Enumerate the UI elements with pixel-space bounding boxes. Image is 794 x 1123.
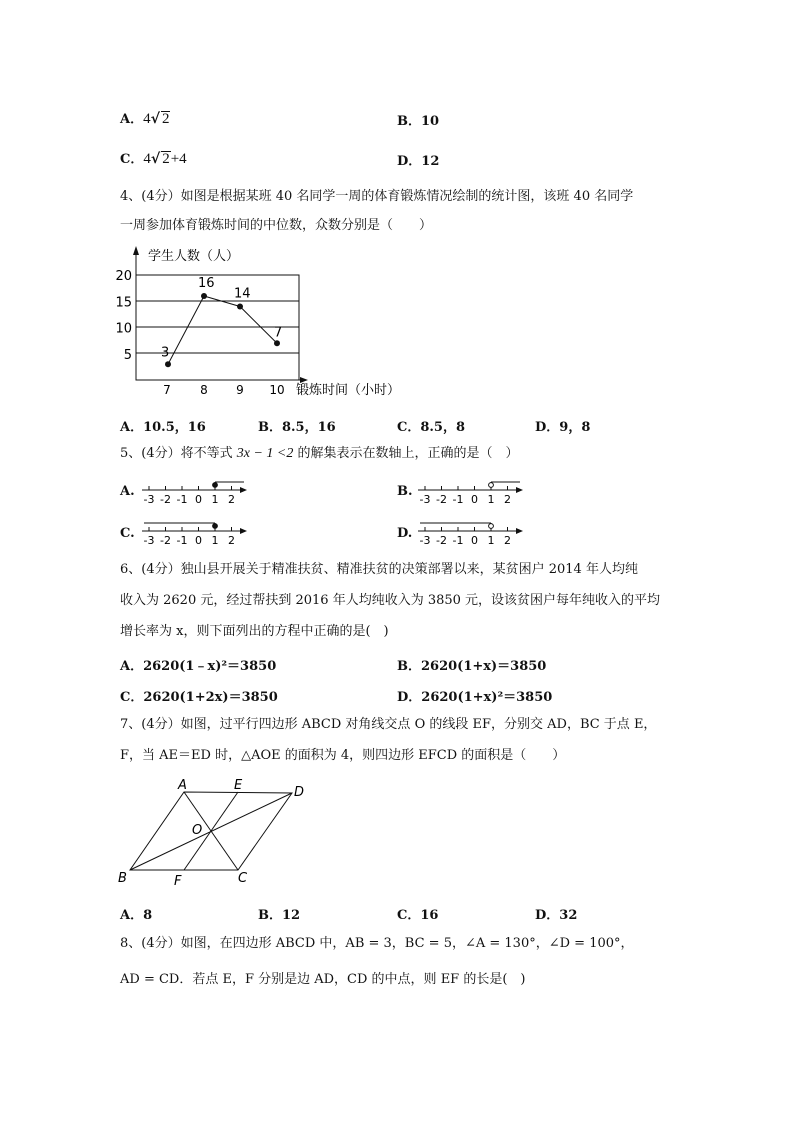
x-tick-label: 7 [163,383,171,397]
x-tick-label: 8 [200,383,208,397]
tick-label: 1 [211,493,219,506]
q6-option-a: A．2620(1﹣x)²＝3850 [120,659,277,674]
y-tick-label: 10 [115,321,132,337]
q6-line1: 6、(4分）独山县开展关于精准扶贫、精准扶贫的决策部署以来，某贫困户 2014 年人均纯 [120,562,638,577]
data-point [165,361,171,367]
tick-label: 1 [211,534,219,547]
tick-label: 0 [195,493,202,506]
q4-option-a: A．10.5，16 [120,420,206,435]
tick-label: -3 [419,493,431,506]
tick-label: -1 [176,534,188,547]
q3-option-d: D．12 [397,154,440,169]
chart-xlabel: 锻炼时间（小时） [296,383,401,398]
q6-option-c: C．2620(1+2x)＝3850 [120,690,278,705]
data-point [274,340,280,346]
q7-line2: F，当 AE＝ED 时，△AOE 的面积为 4，则四边形 EFCD 的面积是（ ） [120,748,566,763]
tick-label: -1 [452,534,464,547]
q6-line3: 增长率为 x，则下面列出的方程中正确的是( ) [120,624,389,639]
q5-stem: 5、(4分）将不等式 3x − 1 <2 的解集表示在数轴上，正确的是（ ） [120,446,519,461]
q5-number-line-d [416,519,526,547]
data-label: 16 [198,276,215,291]
series-line [168,296,277,364]
point-c: C [238,871,248,886]
point-b: B [118,871,127,886]
tick-label: -1 [176,493,188,506]
closed-endpoint [213,524,218,529]
x-tick-label: 9 [236,383,244,397]
tick-label: 2 [504,493,511,506]
q4-line1: 4、(4分）如图是根据某班 40 名同学一周的体育锻炼情况绘制的统计图，该班 40 名同学 [120,189,634,204]
tick-label: 0 [195,534,202,547]
q7-line1: 7、(4分）如图，过平行四边形 ABCD 对角线交点 O 的线段 EF，分别交 AD，BC 于点 E， [120,717,657,732]
q5-inequality: 3x − 1 <2 [236,446,294,461]
y-tick-label: 20 [115,269,132,284]
tick-label: -1 [452,493,464,506]
closed-endpoint [213,483,218,488]
q4-option-d: D．9，8 [535,420,591,435]
q7-option-b: B．12 [258,908,301,923]
tick-label: -3 [419,534,431,547]
x-tick-label: 10 [269,383,285,397]
q3-option-a: A．4√ 2 [120,111,170,127]
q3-option-c: C．4√ 2+4 [120,151,187,167]
data-point [201,293,207,299]
data-label: 3 [161,345,170,361]
q8-line1: 8、(4分）如图，在四边形 ABCD 中，AB = 3，BC = 5，∠A = 130°，∠D = 100°， [120,936,634,951]
y-tick-label: 5 [123,347,132,363]
tick-label: 0 [471,493,478,506]
axis-arrow [516,528,523,534]
point-d: D [294,785,305,800]
point-e: E [234,778,243,793]
q5-option-b-label: B. [397,484,413,499]
q4-line-chart [115,243,418,398]
q5-option-a-label: A. [120,484,135,499]
tick-label: 0 [471,534,478,547]
tick-label: -2 [436,534,447,547]
data-point [237,304,243,310]
q8-line2: AD = CD．若点 E，F 分别是边 AD，CD 的中点，则 EF 的长是( ) [120,972,526,987]
point-f: F [174,874,182,889]
tick-label: -2 [160,534,171,547]
axis-arrow [240,528,247,534]
q5-option-d-label: D. [397,526,413,541]
open-endpoint [489,483,494,488]
q7-option-c: C．16 [397,908,439,923]
open-endpoint [489,524,494,529]
q5-option-c-label: C. [120,526,135,541]
data-label: 7 [274,325,283,341]
tick-label: -2 [160,493,171,506]
data-label: 14 [234,286,251,302]
q5-number-line-a [140,478,250,506]
y-tick-label: 15 [115,295,132,311]
tick-label: 2 [504,534,511,547]
q7-option-a: A．8 [120,908,153,923]
tick-label: 1 [487,493,495,506]
tick-label: 2 [228,493,235,506]
q4-line2: 一周参加体育锻炼时间的中位数，众数分别是（ ） [120,218,433,233]
q7-option-d: D．32 [535,908,578,923]
q4-option-b: B．8.5，16 [258,420,336,435]
q4-option-c: C．8.5，8 [397,420,466,435]
tick-label: 1 [487,534,495,547]
tick-label: -3 [143,493,155,506]
point-a: A [178,778,187,793]
point-o: O [192,823,203,838]
q7-parallelogram-diagram [112,775,322,890]
q5-number-line-c [140,519,250,547]
q6-line2: 收入为 2620 元，经过帮扶到 2016 年人均纯收入为 3850 元，设该贫困户每年纯收入的平均 [120,593,661,608]
tick-label: -3 [143,534,155,547]
axis-arrow [240,487,247,493]
q6-option-b: B．2620(1+x)＝3850 [397,659,547,674]
q3-option-b: B．10 [397,114,440,129]
chart-ylabel: 学生人数（人） [148,249,240,264]
axis-arrow [516,487,523,493]
q5-number-line-b [416,478,526,506]
tick-label: -2 [436,493,447,506]
tick-label: 2 [228,534,235,547]
q6-option-d: D．2620(1+x)²＝3850 [397,690,553,705]
